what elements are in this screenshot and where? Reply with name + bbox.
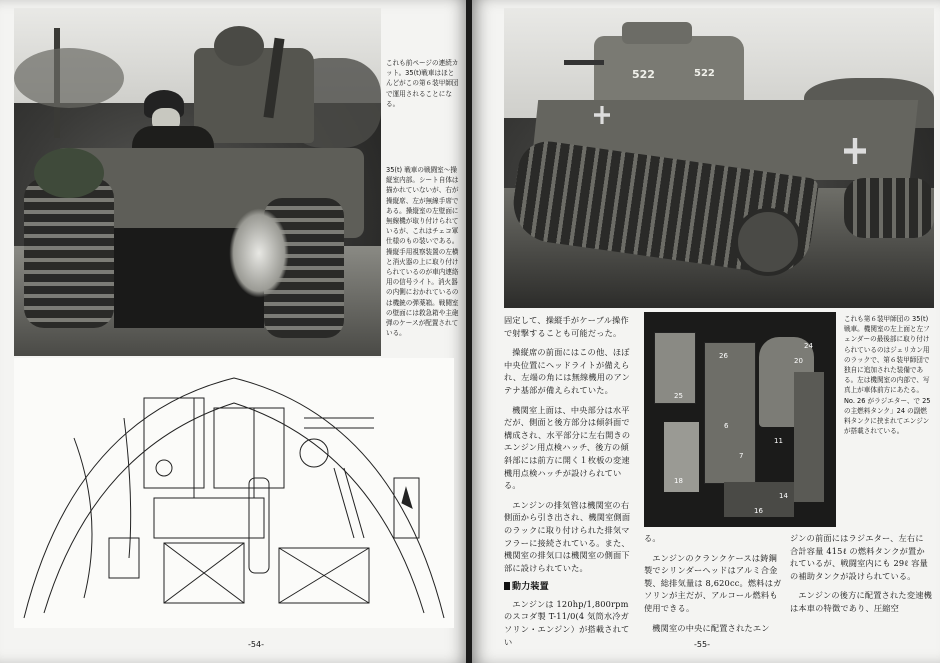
heading-marker bbox=[504, 582, 510, 590]
engine-label-26: 26 bbox=[719, 352, 728, 360]
photo-engine-bay bbox=[644, 312, 836, 527]
engine-label-20: 20 bbox=[794, 357, 803, 365]
engine-label-11: 11 bbox=[774, 437, 783, 445]
right-page bbox=[472, 0, 940, 663]
body-column-1: 固定して、操縦手がケーブル操作で射撃することも可能だった。 操縦席の前面にはこの他、ほぼ中央位置にヘッドライトが備えられ、左端の角には無線機用のアンテナ基部が備えられていた。 機関室上面は、中央部分は水平だが、側面と後方部分は傾斜面で構成され、水平部分に左右開きのエンジン用点検ハッチ、後方の傾斜部には前方に開く１枚板の変速機用点検ハッチが設けられている。 エンジンの排気管は機関室の右側面から引き出され、機関室側面のラックに取り付けられた排気マフラーに接続されている。また、機関室の排気口は機関室の側面下部に設けられていた。 動力装置 エンジンは 120hp/1,800rpm のスコダ製 T-11/0(4 気筒水冷ガソリン・エンジン）が搭載されてい bbox=[504, 314, 636, 655]
engine-label-6: 6 bbox=[724, 422, 729, 430]
left-page bbox=[0, 0, 468, 663]
right-page-number: -55- bbox=[694, 640, 710, 649]
body-column-2: る。 エンジンのクランクケースは鋳鋼製でシリンダーヘッドはアルミ合金製、総排気量は 8,620cc。燃料はガソリンが主だが、アルコール燃料も使用できる。 機関室の中央に配置されたエン bbox=[644, 533, 782, 633]
interior-sketch-svg bbox=[14, 358, 454, 628]
photo-tank-522 bbox=[504, 8, 934, 308]
engine-label-18: 18 bbox=[674, 477, 683, 485]
section-heading-power: 動力装置 bbox=[504, 581, 636, 594]
caption-top: これも前ページの連続カット。35(t)戦車はほとんどがこの第６装甲師団で運用されることになる。 bbox=[386, 59, 459, 108]
body-column-3: ジンの前面にはラジエター、左右に合計容量 415ℓ の燃料タンクが置かれているが、戦闘室内にも 29ℓ 容量の補助タンクが設けられている。 エンジンの後方に配置された変速機は本車の特徴であり、圧縮空 bbox=[790, 533, 932, 613]
caption-engine: これも第６装甲師団の 35(t) 戦車。機関室の左上面と左フェンダーの最後部に取り付けられているのはジェリカン用のラックで、第６装甲師団で独自に追加された装備である。左は機関室の内部で、写真上が車体前方にあたる。No. 26 がラジエター、で 25 の主燃料タンク」24 の副燃料タンクに挟まれてエンジンが搭載されている。 bbox=[844, 315, 931, 436]
caption-interior: 35(t) 戦車の戦闘室～操縦室内部。シート自体は描かれていないが、右が操縦席、左が無線手席である。操縦室の左壁面に無線機が取り付けられているが、これはチェコ軍仕様のもの装いである。操縦手用視察装置の左横と消火器の上に取り付けられているのが車内連絡用の信号ライト。消火器の内側におかれているのは機銃の弾薬箱。戦闘室の壁面には救急箱や主砲弾のケースが配置されている。 bbox=[386, 166, 459, 338]
left-page-number: -54- bbox=[248, 640, 264, 649]
engine-label-14: 14 bbox=[779, 492, 788, 500]
engine-label-7: 7 bbox=[739, 452, 744, 460]
photo-tank-commander bbox=[14, 8, 381, 356]
engine-label-24: 24 bbox=[804, 342, 813, 350]
interior-line-drawing bbox=[14, 358, 454, 628]
engine-label-16: 16 bbox=[754, 507, 763, 515]
engine-label-25: 25 bbox=[674, 392, 683, 400]
turret-number-left: 522 bbox=[632, 68, 655, 81]
turret-number-right: 522 bbox=[694, 68, 715, 79]
